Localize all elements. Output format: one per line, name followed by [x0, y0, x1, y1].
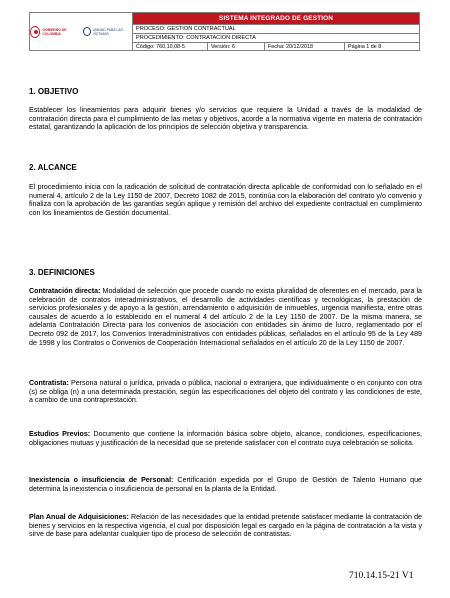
meta-row: [133, 42, 419, 51]
seal-icon: [30, 26, 40, 38]
document-header: [29, 12, 420, 51]
definition-term: Contratación directa:: [29, 287, 101, 295]
definition-text: Modalidad de selección que procede cuando no exista pluralidad de oferentes en el mercado, para la celebración de contratos interadministrativos, el desarrollo de actividades científicas y tecnológicas, la prestación de servicios profesionales y de apoyo a la gestión, arrendamiento o adquisición de inmuebles, urgencia manifiesta, entre otras causales de acuerdo a lo establecido en el numeral 4 del artículo 2 de la Ley 1150 de 2007. De la misma manera, se adelanta Contratación Directa para los convenios de asociación con entidades sin ánimo de lucro, reglamentado por el Decreto 092 de 2017, los Convenios Interadministrativos con entidades públicas, señalados en el artículo 95 de la Ley 489 de 1998 y los Contratos o Convenios de Cooperación Internacional señalados en el artículo 20 de la Ley 1150 de 2007.: [29, 287, 422, 347]
definition-item: [29, 430, 422, 447]
unidad-mark-icon: [83, 27, 91, 36]
proceso-row: PROCESO: GESTION CONTRACTUAL: [133, 24, 419, 33]
definition-text: Persona natural o jurídica, privada o pública, nacional o extranjera, que individualmente o en conjunto con otra (s) se obliga (n) a una determinada prestación, según las especificaciones del objeto del contrato y las condiciones de este, a cambio de una contraprestación.: [29, 379, 422, 405]
logo-area: [30, 13, 133, 50]
definition-text: Documento que contiene la información básica sobre objeto, alcance, condiciones, especificaciones, obligaciones mutuas y justificación de la necesidad que se pretende satisfacer con el contrato cuya celebración se solicita.: [29, 430, 423, 447]
procedimiento-row: PROCEDIMIENTO: CONTRATACION DIRECTA: [133, 33, 419, 42]
unidad-logo-text: UNIDAD PARA LAS VÍCTIMAS: [92, 27, 123, 36]
pagina-cell: Página 1 de 8: [344, 43, 419, 51]
definition-item: [29, 287, 422, 347]
version-cell: Versión: 6: [207, 43, 264, 51]
objetivo-text: Establecer los lineamientos para adquirir bienes y/o servicios que requiere la Unidad a través de la modalidad de contratación directa para el cumplimiento de las metas y objetivos, acorde a la normativa vigente en materia de contratación estatal, garantizando la aplicación de los principios de selección objetiva y transparencia.: [29, 106, 422, 132]
codigo-cell: Código: 760,10,08-5: [136, 44, 185, 50]
section-title-alcance: 2. ALCANCE: [29, 163, 77, 172]
definition-text: Relación de las necesidades que la entidad pretende satisfacer mediante la contratación de bienes y servicios en la respectiva vigencia, el cual por disposición legal es cargado en la página de contratación a la vista y sirve de base para adelantar cualquier tipo de proceso de selección de contratistas.: [29, 513, 422, 539]
gobierno-logo-text: GOBIERNO DE COLOMBIA: [42, 27, 67, 36]
definition-term: Plan Anual de Adquisiciones:: [29, 513, 129, 521]
footer-code: 710.14.15-21 V1: [349, 571, 414, 581]
fecha-cell: Fecha: 20/12/2018: [264, 43, 344, 51]
system-title: SISTEMA INTEGRADO DE GESTION: [133, 13, 419, 24]
gobierno-logo: [30, 26, 79, 38]
definition-term: Estudios Previos:: [29, 430, 91, 438]
section-title-definiciones: 3. DEFINICIONES: [29, 268, 95, 277]
section-title-objetivo: 1. OBJETIVO: [29, 87, 79, 96]
definition-item: [29, 513, 422, 539]
definition-term: Inexistencia o insuficiencia de Personal:: [29, 476, 174, 484]
definition-item: [29, 379, 422, 405]
header-info: [133, 13, 419, 50]
unidad-logo: [83, 27, 132, 36]
alcance-text: El procedimiento inicia con la radicación de solicitud de contratación directa aplicable de conformidad con lo señalado en el numeral 4, artículo 2 de la Ley 1150 de 2007, Decreto 1082 de 2015, continúa con la elaboración del contrato y/o convenio y finaliza con la aprobación de las garantías según aplique y remisión del archivo del expediente contractual en cumplimiento con los lineamientos de Gestión documental.: [29, 183, 422, 217]
definition-item: [29, 476, 422, 493]
definition-term: Contratista:: [29, 379, 69, 387]
definition-text: Certificación expedida por el Grupo de Gestión de Talento Humano que determina la inexistencia o insuficiencia de personal en la planta de la Entidad.: [29, 476, 422, 493]
